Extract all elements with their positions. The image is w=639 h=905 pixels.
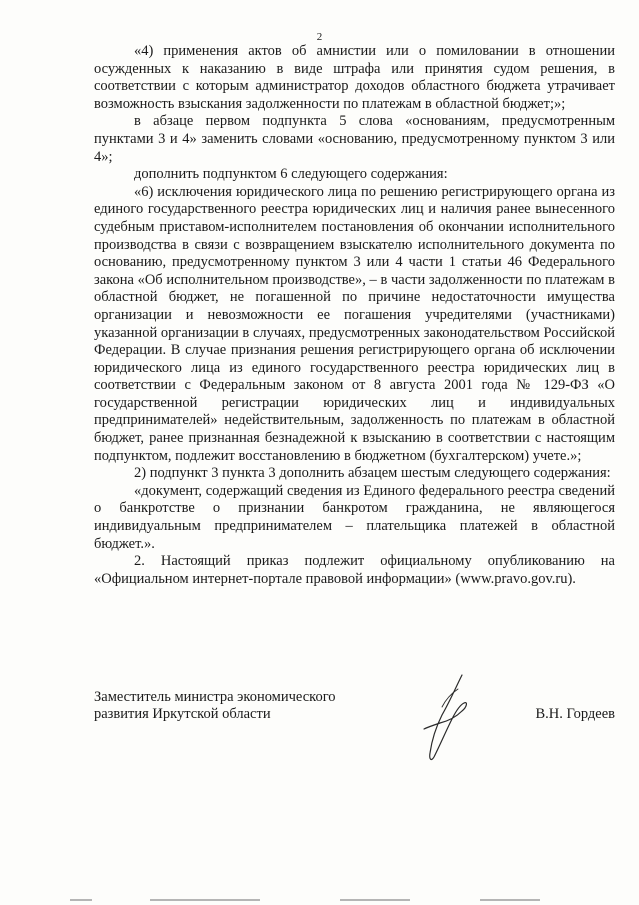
paragraph-subpoint-5: в абзаце первом подпункта 5 слова «основаниям, предусмотренным пунктами 3 и 4» заменить словами «основанию, предусмотренному пунктом 3 или 4»; xyxy=(94,113,615,165)
position-line-2: развития Иркутской области xyxy=(94,706,271,722)
paragraph-bankruptcy-document: «документ, содержащий сведения из Единого федерального реестра сведений о банкротстве о признании банкротом гражданина, не являющегося индивидуальным предпринимателем – плательщика платежей в областной бюджет.». xyxy=(94,482,615,552)
handwritten-signature xyxy=(412,667,482,767)
scan-edge-mark xyxy=(480,899,540,901)
paragraph-item-2: 2) подпункт 3 пункта 3 дополнить абзацем шестым следующего содержания: xyxy=(134,465,611,482)
scan-edge-mark xyxy=(70,899,92,901)
signatory-name: В.Н. Гордеев xyxy=(535,706,615,722)
paragraph-amnesty: «4) применения актов об амнистии или о помиловании в отношении осужденных к наказанию в виде штрафа или принятия судом решения, в соответствии с которым администратор доходов областного бюджета утрачивает возможность взыскания задолженности по платежам в областной бюджет;»; xyxy=(94,43,615,112)
position-line-1: Заместитель министра экономического xyxy=(94,689,336,705)
signatory-position xyxy=(94,689,394,723)
paragraph-publication: 2. Настоящий приказ подлежит официальному опубликованию на «Официальном интернет-портале правовой информации» (www.pravo.gov.ru). xyxy=(94,553,615,587)
page-number: 2 xyxy=(316,31,323,43)
scan-edge-mark xyxy=(150,899,260,901)
paragraph-add-subpoint-6: дополнить подпунктом 6 следующего содержания: xyxy=(134,166,448,183)
document-body xyxy=(94,43,615,588)
paragraph-subpoint-6: «6) исключения юридического лица по решению регистрирующего органа из единого государственного реестра юридических лиц и наличия ранее вынесенного судебным приставом-исполнителем постановления об окончании исполнительного производства в связи с возвращением взыскателю исполнительного документа по основанию, предусмотренному пунктом 3 или 4 части 1 статьи 46 Федерального закона «Об исполнительном производстве», – в части задолженности по платежам в областной бюджет, не погашенной по причине недостаточности имущества организации и невозможности ее погашения учредителями (участниками) указанной организации в случаях, предусмотренных законодательством Российской Федерации. В случае признания решения регистрирующего органа об исключении юридического лица из единого государственного реестра юридических лиц в соответствии с Федеральным законом от 8 августа 2001 года № 129-ФЗ «О государственной регистрации юридических лиц и индивидуальных предпринимателей» недействительным, задолженность по платежам в областной бюджет, ранее признанная безнадежной к взысканию в соответствии с настоящим подпунктом, подлежит восстановлению в бюджетном (бухгалтерском) учете.»; xyxy=(94,183,615,464)
scan-edge-mark xyxy=(340,899,410,901)
